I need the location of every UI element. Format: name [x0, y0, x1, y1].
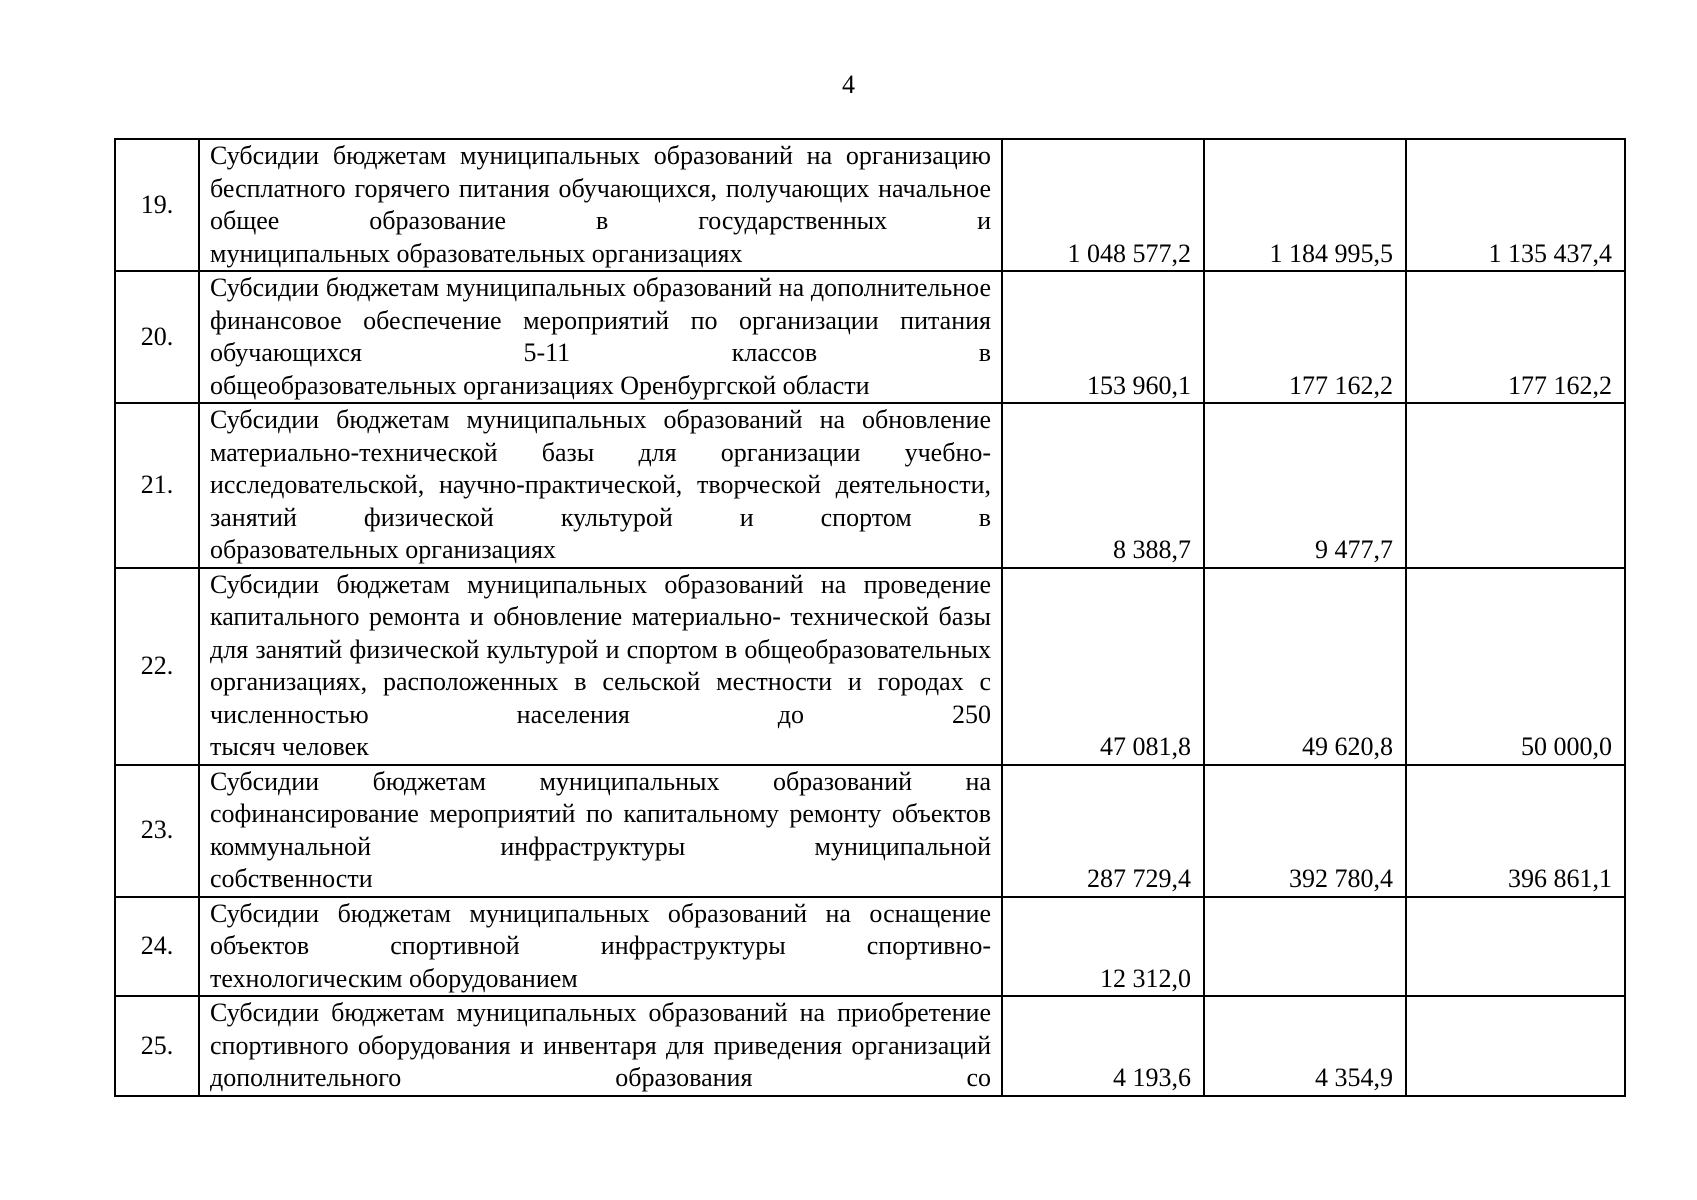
- description-line: Субсидии бюджетам муниципальных образований на: [210, 273, 805, 302]
- table-row: [115, 568, 1625, 765]
- amount-year-2: 1 184 995,5: [1204, 139, 1406, 271]
- description-line: обновление материально-технической базы для организации: [210, 405, 991, 467]
- amount-year-1: 4 193,6: [1002, 996, 1204, 1096]
- row-description: [199, 568, 1002, 765]
- amount-year-1: 8 388,7: [1002, 403, 1204, 568]
- description-line: организации питания обучающихся 5-11 классов в: [210, 305, 991, 367]
- amount-year-2: 177 162,2: [1204, 271, 1406, 403]
- table-row: [115, 271, 1625, 403]
- amount-year-2: 392 780,4: [1204, 765, 1406, 897]
- description-line: Субсидии бюджетам муниципальных образований на: [210, 766, 991, 796]
- description-line: общеобразовательных организациях Оренбургской области: [210, 370, 870, 400]
- amount-year-1: 1 048 577,2: [1002, 139, 1204, 271]
- row-number: 20.: [115, 271, 199, 403]
- table-row: [115, 897, 1625, 997]
- amount-year-1: 12 312,0: [1002, 897, 1204, 997]
- row-description: [199, 765, 1002, 897]
- row-number: 25.: [115, 996, 199, 1096]
- description-line: объектов коммунальной инфраструктуры муниципальной: [210, 799, 991, 861]
- table-row: [115, 996, 1625, 1096]
- row-description: [199, 403, 1002, 568]
- row-description: [199, 139, 1002, 271]
- description-line: организацию бесплатного горячего питания обучающихся,: [210, 141, 991, 203]
- description-line: Субсидии бюджетам муниципальных образований на: [210, 569, 847, 599]
- description-line: проведение капитального ремонта и обновление материально-: [210, 569, 991, 631]
- amount-year-1: 153 960,1: [1002, 271, 1204, 403]
- amount-year-1: 287 729,4: [1002, 765, 1204, 897]
- row-description: [199, 996, 1002, 1096]
- budget-table: [114, 138, 1626, 1097]
- description-line: дополнительное финансовое обеспечение мероприятий по: [210, 273, 991, 335]
- description-line: сельской местности и городах с численностью населения до 250: [210, 667, 992, 729]
- description-line: получающих начальное общее образование в государственных и: [210, 173, 992, 235]
- description-line: в общеобразовательных организациях, расположенных в: [210, 634, 991, 696]
- description-line: приведения организаций дополнительного образования со: [210, 1030, 992, 1092]
- row-description: [199, 897, 1002, 997]
- page-number: 4: [842, 70, 855, 99]
- description-line: Субсидии бюджетам муниципальных образований на: [210, 405, 846, 434]
- description-line: Субсидии бюджетам муниципальных образований на: [210, 998, 826, 1027]
- amount-year-2: [1204, 897, 1406, 997]
- amount-year-3: [1406, 403, 1625, 568]
- description-line: муниципальных образовательных организациях: [210, 238, 743, 268]
- description-line: собственности: [210, 864, 373, 893]
- amount-year-3: [1406, 996, 1625, 1096]
- table-row: [115, 765, 1625, 897]
- row-number: 23.: [115, 765, 199, 897]
- row-number: 19.: [115, 139, 199, 271]
- description-line: деятельности, занятий физической культурой и спортом в: [210, 470, 991, 532]
- amount-year-2: 49 620,8: [1204, 568, 1406, 765]
- description-line: тысяч человек: [210, 732, 369, 761]
- table-body: [115, 139, 1625, 1096]
- description-line: технологическим оборудованием: [210, 963, 578, 993]
- description-line: Субсидии бюджетам муниципальных образований на: [210, 141, 833, 170]
- row-number: 22.: [115, 568, 199, 765]
- row-number: 21.: [115, 403, 199, 568]
- description-line: образовательных организациях: [210, 535, 556, 564]
- amount-year-2: 4 354,9: [1204, 996, 1406, 1096]
- amount-year-2: 9 477,7: [1204, 403, 1406, 568]
- amount-year-1: 47 081,8: [1002, 568, 1204, 765]
- description-line: учебно-исследовательской, научно-практической, творческой: [210, 437, 992, 499]
- table-row: [115, 403, 1625, 568]
- amount-year-3: 177 162,2: [1406, 271, 1625, 403]
- row-description: [199, 271, 1002, 403]
- description-line: софинансирование мероприятий по капитальному ремонту: [210, 799, 882, 828]
- row-number: 24.: [115, 897, 199, 997]
- table-row: [115, 139, 1625, 271]
- description-line: объектов спортивной инфраструктуры спортивно-: [210, 931, 991, 960]
- description-line: технической базы для занятий физической культурой и спортом: [210, 602, 992, 664]
- description-line: приобретение спортивного оборудования и инвентаря для: [210, 998, 991, 1060]
- amount-year-3: 396 861,1: [1406, 765, 1625, 897]
- amount-year-3: [1406, 897, 1625, 997]
- amount-year-3: 50 000,0: [1406, 568, 1625, 765]
- description-line: Субсидии бюджетам муниципальных образований на оснащение: [210, 898, 991, 928]
- amount-year-3: 1 135 437,4: [1406, 139, 1625, 271]
